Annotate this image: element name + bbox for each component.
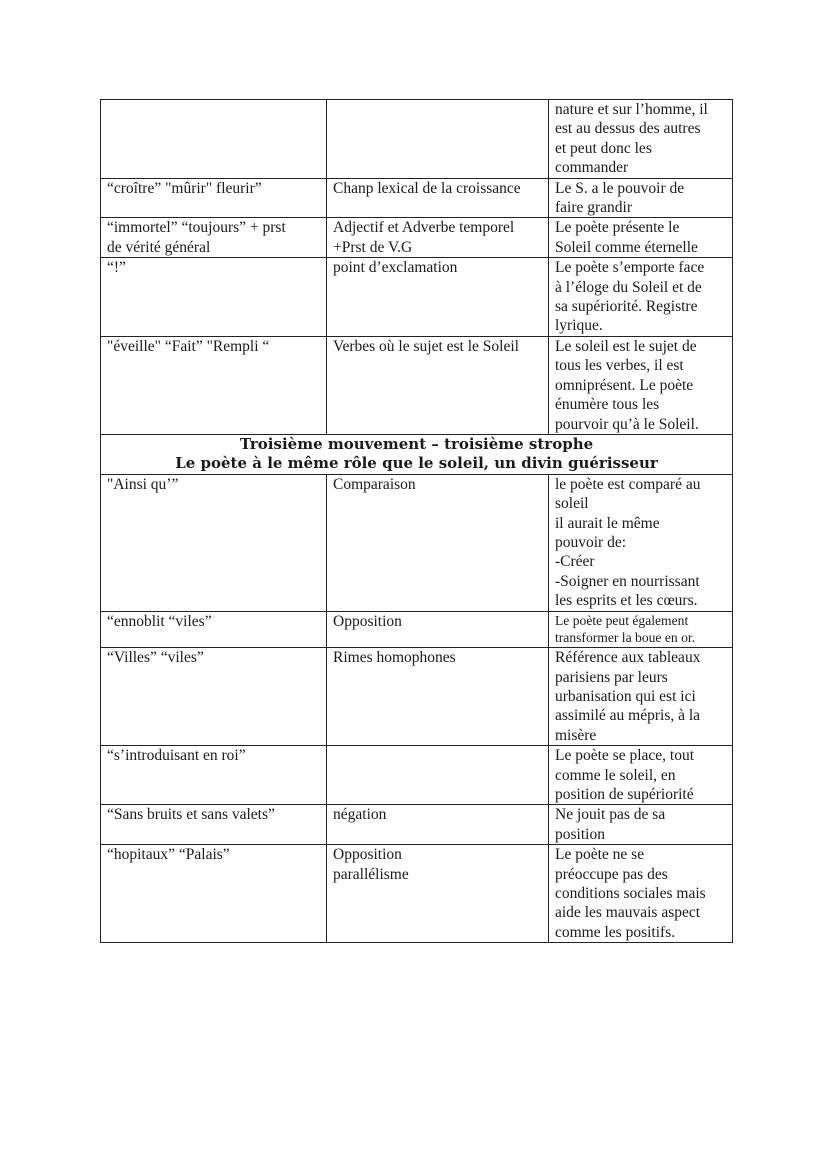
cell-line: tous les verbes, il est (555, 357, 684, 375)
cell-line: lyrique. (555, 317, 603, 335)
cell-line: Opposition (333, 846, 402, 864)
cell-procede (327, 805, 549, 845)
cell-line: point d’exclamation (333, 259, 458, 277)
cell-line: "Ainsi qu’” (107, 475, 179, 493)
cell-line: Rimes homophones (333, 649, 456, 667)
cell-line: misère (555, 726, 597, 744)
cell-procede (327, 474, 549, 611)
cell-interpretation (549, 845, 733, 943)
cell-citation (101, 218, 327, 258)
cell-line: Chanp lexical de la croissance (333, 179, 521, 197)
cell-line: parallélisme (333, 865, 409, 883)
cell-line: transformer la boue en or. (555, 630, 696, 646)
cell-line: il aurait le même (555, 514, 660, 532)
cell-procede (327, 336, 549, 434)
cell-procede (327, 611, 549, 648)
cell-line: “ennoblit “viles” (107, 612, 212, 630)
cell-interpretation (549, 648, 733, 746)
cell-line: -Créer (555, 553, 595, 571)
cell-line: soleil (555, 495, 589, 513)
table-row (101, 805, 733, 845)
cell-line: Verbes où le sujet est le Soleil (333, 337, 519, 355)
cell-line: Le poète se place, tout (555, 747, 695, 765)
cell-line: Opposition (333, 612, 402, 630)
cell-line: "éveille" “Fait” "Rempli “ (107, 337, 270, 355)
cell-line: de vérité général (107, 238, 211, 256)
table-row (101, 474, 733, 611)
cell-line: -Soigner en nourrissant (555, 572, 700, 590)
cell-line: “croître” "mûrir" fleurir” (107, 179, 262, 197)
cell-interpretation (549, 805, 733, 845)
table-row (101, 611, 733, 648)
cell-interpretation (549, 746, 733, 805)
cell-procede (327, 258, 549, 337)
cell-line: commander (555, 159, 629, 177)
cell-line: omniprésent. Le poète (555, 376, 694, 394)
cell-line: “Sans bruits et sans valets” (107, 806, 275, 824)
cell-line: nature et sur l’homme, il (555, 101, 708, 118)
table-row (101, 258, 733, 337)
table-row (101, 336, 733, 434)
cell-line: assimilé au mépris, à la (555, 707, 701, 725)
cell-line: Comparaison (333, 475, 416, 493)
cell-line: Le poète ne se (555, 846, 645, 864)
section-header-group (101, 434, 733, 474)
cell-line: énumère tous les (555, 396, 660, 414)
cell-citation (101, 611, 327, 648)
cell-line: pouvoir de: (555, 533, 627, 551)
section-header (101, 434, 733, 474)
cell-line: Ne jouit pas de sa (555, 806, 666, 824)
cell-line: “!” (107, 259, 126, 277)
cell-procede (327, 648, 549, 746)
cell-interpretation (549, 218, 733, 258)
cell-line: comme le soleil, en (555, 766, 676, 784)
cell-procede (327, 845, 549, 943)
cell-line: Le soleil est le sujet de (555, 337, 697, 355)
cell-citation (101, 178, 327, 218)
cell-line: les esprits et les cœurs. (555, 592, 698, 610)
table-row (101, 218, 733, 258)
cell-line: le poète est comparé au (555, 475, 701, 493)
cell-line: pourvoir qu’à le Soleil. (555, 415, 699, 433)
cell-line: est au dessus des autres (555, 120, 701, 138)
cell-line: “immortel” “toujours” + prst (107, 219, 286, 237)
cell-line: à l’éloge du Soleil et de (555, 278, 702, 296)
cell-line: Référence aux tableaux (555, 649, 701, 667)
cell-line: conditions sociales mais (555, 885, 706, 903)
cell-line: faire grandir (555, 199, 633, 217)
cell-interpretation (549, 611, 733, 648)
cell-line: et peut donc les (555, 139, 652, 157)
cell-line: comme les positifs. (555, 923, 676, 941)
analysis-table (100, 99, 733, 943)
cell-line: Soleil comme éternelle (555, 238, 698, 256)
cell-line: position (555, 825, 605, 843)
cell-line: Adjectif et Adverbe temporel (333, 219, 515, 237)
cell-interpretation (549, 474, 733, 611)
cell-line: négation (333, 806, 387, 824)
cell-citation (101, 258, 327, 337)
table-row (101, 845, 733, 943)
cell-procede (327, 746, 549, 805)
table-body-top (101, 100, 733, 435)
cell-citation (101, 100, 327, 179)
cell-line: position de supériorité (555, 786, 694, 803)
cell-interpretation (549, 178, 733, 218)
cell-citation (101, 805, 327, 845)
cell-citation (101, 336, 327, 434)
cell-line: Le poète présente le (555, 219, 680, 237)
cell-line: aide les mauvais aspect (555, 904, 701, 922)
section-subtitle: Le poète à le même rôle que le soleil, un divin guérisseur (175, 454, 658, 473)
cell-interpretation (549, 258, 733, 337)
table-row (101, 746, 733, 805)
cell-citation (101, 845, 327, 943)
cell-citation (101, 648, 327, 746)
cell-line: “s’introduisant en roi” (107, 747, 246, 765)
cell-interpretation (549, 100, 733, 179)
cell-citation (101, 474, 327, 611)
table-row (101, 648, 733, 746)
cell-citation (101, 746, 327, 805)
cell-line: sa supériorité. Registre (555, 298, 698, 316)
cell-procede (327, 178, 549, 218)
section-title: Troisième mouvement – troisième strophe (239, 434, 594, 453)
cell-procede (327, 100, 549, 179)
cell-procede (327, 218, 549, 258)
cell-line: Le S. a le pouvoir de (555, 179, 685, 197)
table-body-bottom (101, 474, 733, 943)
cell-line: urbanisation qui est ici (555, 687, 696, 705)
cell-line: “hopitaux” “Palais” (107, 846, 230, 864)
cell-line: préoccupe pas des (555, 865, 668, 883)
section-header-row (101, 434, 733, 474)
cell-line: Le poète peut également (555, 612, 689, 628)
cell-line: +Prst de V.G (333, 238, 413, 256)
cell-line: Le poète s’emporte face (555, 259, 705, 277)
cell-line: “Villes” “viles” (107, 649, 204, 667)
table-row (101, 100, 733, 179)
table-row (101, 178, 733, 218)
cell-line: parisiens par leurs (555, 668, 668, 686)
cell-interpretation (549, 336, 733, 434)
